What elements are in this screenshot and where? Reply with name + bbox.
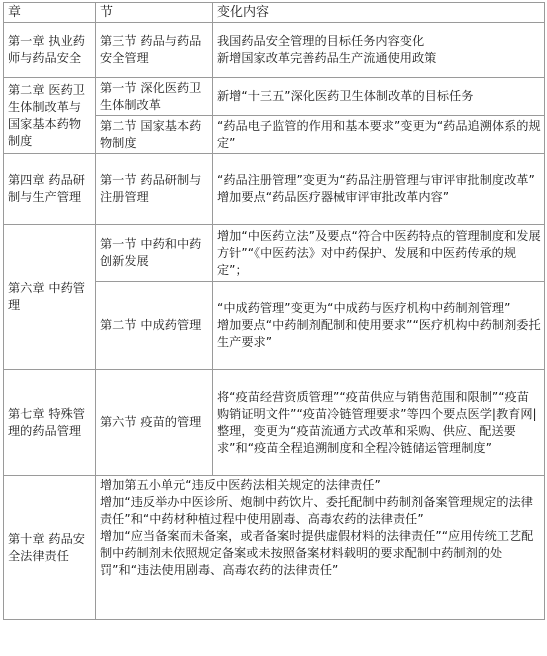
section-cell: 第三节 药品与药品安全管理 bbox=[96, 23, 213, 78]
chapter-cell: 第四章 药品研制与生产管理 bbox=[4, 154, 96, 225]
table-row bbox=[4, 225, 545, 282]
content-cell bbox=[213, 154, 545, 225]
content-line: 增加第五小单元“违反中医药法相关规定的法律责任” bbox=[100, 478, 381, 492]
section-cell: 第二节 国家基本药物制度 bbox=[96, 116, 213, 154]
section-cell: 第一节 药品研制与注册管理 bbox=[96, 154, 213, 225]
chapter-cell: 第六章 中药管理 bbox=[4, 225, 96, 370]
content-cell bbox=[213, 282, 545, 370]
chapter-cell: 第十章 药品安全法律责任 bbox=[4, 476, 96, 620]
changes-table bbox=[3, 2, 545, 620]
content-line: 增加要点“中药制剂配制和使用要求”“医疗机构中药制剂委托生产要求” bbox=[217, 318, 541, 349]
content-line: “药品电子监管的作用和基本要求”变更为“药品追溯体系的规定” bbox=[217, 118, 541, 150]
table-row bbox=[4, 154, 545, 225]
content-cell bbox=[213, 370, 545, 476]
content-line: 新增国家改革完善药品生产流通使用政策 bbox=[217, 51, 437, 65]
section-cell: 第六节 疫苗的管理 bbox=[96, 370, 213, 476]
content-cell bbox=[213, 116, 545, 154]
content-cell bbox=[96, 476, 545, 620]
content-line: 增加“应当备案而未备案，或者备案时提供虚假材料的法律责任”“应用传统工艺配制中药制剂未依照规定备案或未按照备案材料载明的要求配制中药制剂的处罚”和“违法使用剧毒、高毒农药的法律责任” bbox=[100, 529, 534, 577]
content-line: 增加要点“药品医疗器械审评审批改革内容” bbox=[217, 190, 450, 204]
section-cell: 第一节 中药和中药创新发展 bbox=[96, 225, 213, 282]
content-line: 将“疫苗经营资质管理”“疫苗供应与销售范围和限制”“疫苗购销证明文件”“疫苗冷链管理要求”等四个要点医学|教育网|整理，变更为“疫苗流通方式改革和采购、供应、配送要求”和“疫苗全程追溯制度和全程冷链储运管理制度” bbox=[217, 389, 537, 455]
content-cell bbox=[213, 225, 545, 282]
table-row bbox=[4, 78, 545, 116]
chapter-cell: 第一章 执业药师与药品安全 bbox=[4, 23, 96, 78]
table-row bbox=[4, 23, 545, 78]
section-cell: 第一节 深化医药卫生体制改革 bbox=[96, 78, 213, 116]
content-line: “药品注册管理”变更为“药品注册管理与审评审批制度改革” bbox=[217, 173, 535, 187]
table-row bbox=[4, 476, 545, 620]
content-line: “中成药管理”变更为“中成药与医疗机构中药制剂管理” bbox=[217, 301, 511, 315]
table-header-row bbox=[4, 3, 545, 23]
content-line: 增加“中医药立法”及要点“符合中医药特点的管理制度和发展方针”“《中医药法》对中药保护、发展和中医药传承的规定”； bbox=[217, 228, 541, 277]
chapter-cell: 第七章 特殊管理的药品管理 bbox=[4, 370, 96, 476]
content-line: 新增“十三五”深化医药卫生体制改革的目标任务 bbox=[217, 89, 474, 103]
header-section: 节 bbox=[96, 3, 213, 23]
header-content: 变化内容 bbox=[213, 3, 545, 23]
content-cell bbox=[213, 23, 545, 78]
content-line: 增加“违反举办中医诊所、炮制中药饮片、委托配制中药制剂备案管理规定的法律责任”和“中药材种植过程中使用剧毒、高毒农药的法律责任” bbox=[100, 495, 533, 526]
chapter-cell: 第二章 医药卫生体制改革与国家基本药物制度 bbox=[4, 78, 96, 154]
header-chapter: 章 bbox=[4, 3, 96, 23]
content-cell bbox=[213, 78, 545, 116]
section-cell: 第二节 中成药管理 bbox=[96, 282, 213, 370]
table-row bbox=[4, 370, 545, 476]
content-line: 我国药品安全管理的目标任务内容变化 bbox=[217, 34, 425, 48]
